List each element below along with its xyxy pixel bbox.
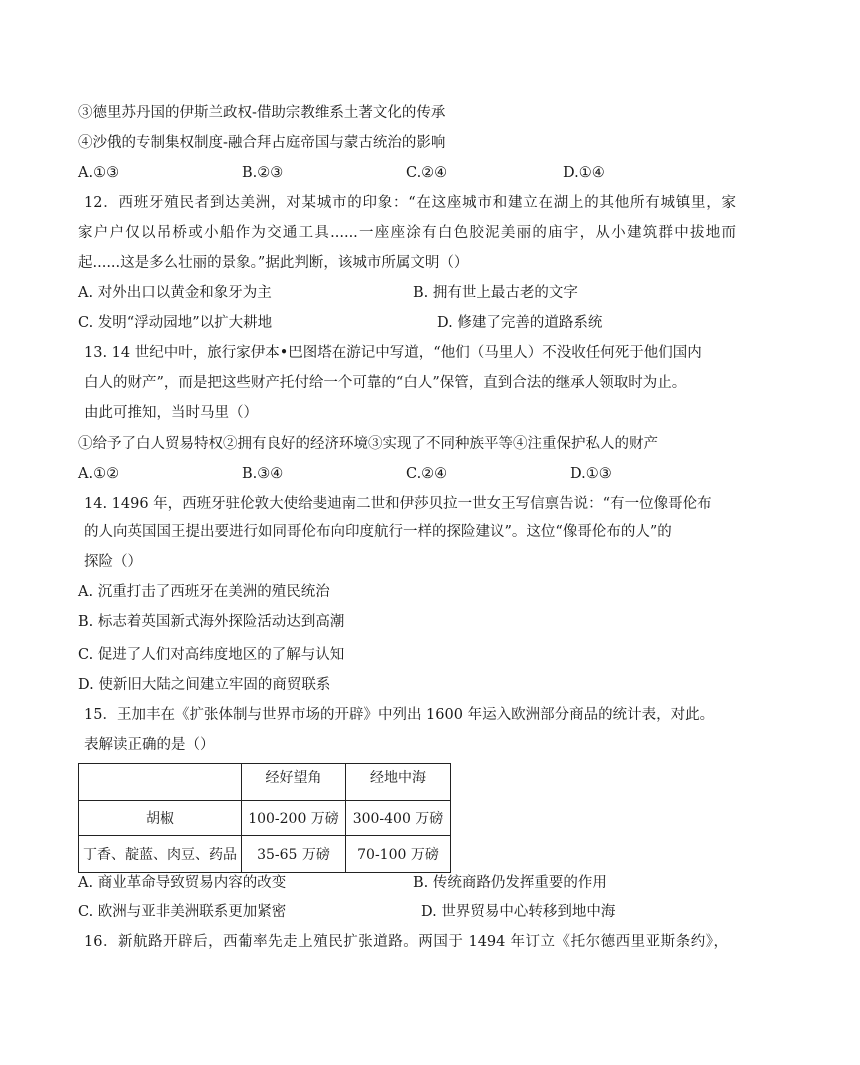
table-header-cell: 经好望角	[242, 764, 346, 801]
option-b: B.③④	[242, 466, 284, 482]
table-cell: 100-200 万磅	[242, 801, 346, 836]
option-a: A.①③	[78, 165, 120, 181]
option-d: D. 使新旧大陆之间建立牢固的商贸联系	[78, 677, 331, 693]
option-b: B.②③	[242, 165, 284, 181]
q12-stem-line-2: 家户户仅以吊桥或小船作为交通工具......一座座涂有白色胶泥美丽的庙宇，从小建筑群中拔地而	[78, 225, 736, 241]
q15-stem-line-1: 15．王加丰在《扩张体制与世界市场的开辟》中列出 1600 年运入欧洲部分商品的统计表，对此。	[84, 707, 715, 723]
option-c: C. 发明“浮动园地”以扩大耕地	[78, 315, 273, 331]
table-cell: 胡椒	[79, 801, 242, 836]
option-b: B. 标志着英国新式海外探险活动达到高潮	[78, 614, 345, 630]
table-cell: 丁香、靛蓝、肉豆、药品	[79, 836, 242, 873]
table-header-row	[79, 764, 451, 801]
option-a: A.①②	[78, 466, 120, 482]
q13-stem-line-2: 白人的财产”，而是把这些财产托付给一个可靠的“白人”保管，直到合法的继承人领取时为止。	[84, 375, 687, 391]
item-4-text: ④沙俄的专制集权制度-融合拜占庭帝国与蒙古统治的影响	[78, 135, 446, 151]
table-header-cell: 经地中海	[346, 764, 451, 801]
option-d: D.①③	[570, 466, 612, 482]
table-cell: 70-100 万磅	[346, 836, 451, 873]
option-c: C.②④	[406, 466, 448, 482]
q12-stem-line-3: 起......这是多么壮丽的景象。”据此判断，该城市所属文明（）	[78, 255, 469, 271]
option-d: D. 世界贸易中心转移到地中海	[421, 904, 616, 920]
q16-stem-line-1: 16．新航路开辟后，西葡率先走上殖民扩张道路。两国于 1494 年订立《托尔德西里亚斯条约》，	[84, 934, 728, 950]
table-header-cell	[79, 764, 242, 801]
option-c: C.②④	[406, 165, 448, 181]
option-c: C. 欧洲与亚非美洲联系更加紧密	[78, 904, 287, 920]
option-a: A. 对外出口以黄金和象牙为主	[78, 285, 272, 301]
q13-stem-line-3: 由此可推知，当时马里（）	[84, 405, 258, 421]
q13-stem-line-1: 13. 14 世纪中叶，旅行家伊本•巴图塔在游记中写道，“他们（马里人）不没收任何死于他们国内	[84, 345, 702, 361]
goods-statistics-table	[78, 763, 451, 873]
option-b: B. 传统商路仍发挥重要的作用	[413, 875, 607, 891]
q14-stem-line-1: 14. 1496 年，西班牙驻伦敦大使给斐迪南二世和伊莎贝拉一世女王写信禀告说：“有一位像哥伦布	[84, 496, 712, 512]
q15-stem-line-2: 表解读正确的是（）	[84, 737, 215, 753]
option-d: D. 修建了完善的道路系统	[437, 315, 603, 331]
option-a: A. 沉重打击了西班牙在美洲的殖民统治	[78, 584, 330, 600]
table-cell: 35-65 万磅	[242, 836, 346, 873]
table-row	[79, 801, 451, 836]
option-a: A. 商业革命导致贸易内容的改变	[78, 875, 287, 891]
table-row	[79, 836, 451, 873]
option-b: B. 拥有世上最古老的文字	[413, 285, 578, 301]
option-d: D.①④	[563, 165, 605, 181]
q12-stem-line-1: 12．西班牙殖民者到达美洲，对某城市的印象：“在这座城市和建立在湖上的其他所有城镇里，家	[84, 195, 736, 211]
item-3-text: ③德里苏丹国的伊斯兰政权-借助宗教维系土著文化的传承	[78, 105, 446, 121]
q13-items: ①给予了白人贸易特权②拥有良好的经济环境③实现了不同种族平等④注重保护私人的财产	[78, 436, 658, 452]
q14-stem-line-2: 的人向英国国王提出要进行如同哥伦布向印度航行一样的探险建议”。这位“像哥伦布的人”的	[84, 524, 672, 540]
table-cell: 300-400 万磅	[346, 801, 451, 836]
option-c: C. 促进了人们对高纬度地区的了解与认知	[78, 647, 345, 663]
q14-stem-line-3: 探险（）	[84, 554, 142, 570]
